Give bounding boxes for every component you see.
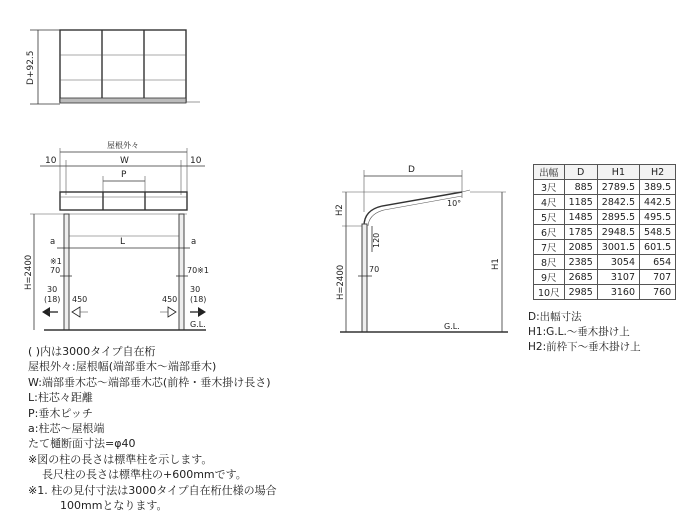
table-cell: 8尺 bbox=[534, 255, 565, 270]
h2-label: H2 bbox=[335, 204, 345, 216]
header-cell: 出幅 bbox=[534, 165, 565, 180]
table-cell: 1185 bbox=[564, 195, 597, 210]
note-line: P:垂木ピッチ bbox=[28, 406, 93, 420]
table-cell: 2948.5 bbox=[597, 225, 639, 240]
side-h-label: H=2400 bbox=[336, 264, 346, 300]
table-cell: 6尺 bbox=[534, 225, 565, 240]
spec-table-header bbox=[534, 165, 676, 180]
table-cell: 3001.5 bbox=[597, 240, 639, 255]
note-line: たて樋断面寸法=φ40 bbox=[28, 437, 136, 451]
table-row bbox=[534, 285, 676, 300]
table-cell: 3107 bbox=[597, 270, 639, 285]
note-line: ※図の柱の長さは標準柱を示します。 bbox=[28, 452, 213, 466]
eighteen-left: (18) bbox=[44, 295, 61, 304]
thirty-right: 30 bbox=[190, 285, 201, 294]
front-h-label: H=2400 bbox=[24, 254, 34, 290]
eighteen-right: (18) bbox=[190, 295, 207, 304]
w-label: W bbox=[120, 156, 129, 166]
table-cell: 3054 bbox=[597, 255, 639, 270]
table-cell: 495.5 bbox=[640, 210, 676, 225]
legend-item: H2:前枠下～垂木掛け上 bbox=[528, 341, 641, 353]
table-row bbox=[534, 225, 676, 240]
table-cell: 654 bbox=[640, 255, 676, 270]
ten-left-label: 10 bbox=[45, 156, 57, 166]
note1-left: ※1 bbox=[50, 257, 62, 266]
table-cell: 442.5 bbox=[640, 195, 676, 210]
note-line: W:端部垂木芯～端部垂木芯(前枠・垂木掛け長さ) bbox=[28, 375, 271, 389]
table-cell: 4尺 bbox=[534, 195, 565, 210]
angle-label: 10° bbox=[447, 199, 462, 208]
table-cell: 7尺 bbox=[534, 240, 565, 255]
table-cell: 2842.5 bbox=[597, 195, 639, 210]
table-cell: 9尺 bbox=[534, 270, 565, 285]
table-cell: 3尺 bbox=[534, 180, 565, 195]
roof-outer-label: 屋根外々 bbox=[107, 141, 139, 150]
table-cell: 707 bbox=[640, 270, 676, 285]
header-cell: D bbox=[564, 165, 597, 180]
table-cell: 2789.5 bbox=[597, 180, 639, 195]
l-label: L bbox=[120, 237, 126, 247]
table-cell: 1485 bbox=[564, 210, 597, 225]
table-row bbox=[534, 210, 676, 225]
table-cell: 10尺 bbox=[534, 285, 565, 300]
p-label: P bbox=[121, 170, 127, 180]
spec-table bbox=[533, 164, 676, 300]
side-gl-label: G.L. bbox=[444, 322, 460, 331]
table-cell: 760 bbox=[640, 285, 676, 300]
header-cell: H2 bbox=[640, 165, 676, 180]
note-line: 長尺柱の長さは標準柱の+600mmです。 bbox=[42, 468, 247, 482]
fourfifty-left: 450 bbox=[72, 295, 88, 304]
thirty-left: 30 bbox=[47, 285, 58, 294]
a-right-label: a bbox=[191, 237, 197, 247]
one-twenty-label: 120 bbox=[372, 232, 381, 248]
table-cell: 2685 bbox=[564, 270, 597, 285]
fourfifty-right: 450 bbox=[162, 295, 178, 304]
table-row bbox=[534, 195, 676, 210]
table-row bbox=[534, 240, 676, 255]
note-line: a:柱芯～屋根端 bbox=[28, 422, 105, 436]
table-row bbox=[534, 255, 676, 270]
side-seventy-label: 70 bbox=[369, 265, 380, 274]
seventy-right: 70※1 bbox=[187, 266, 209, 275]
legend-item: H1:G.L.～垂木掛け上 bbox=[528, 326, 630, 338]
table-cell: 2895.5 bbox=[597, 210, 639, 225]
table-row bbox=[534, 180, 676, 195]
note-line: ※1. 柱の見付寸法は3000タイプ自在桁仕様の場合 bbox=[28, 483, 277, 497]
table-cell: 601.5 bbox=[640, 240, 676, 255]
seventy-left: 70 bbox=[50, 266, 61, 275]
note-line: 100mmとなります。 bbox=[60, 499, 168, 513]
table-cell: 885 bbox=[564, 180, 597, 195]
front-gl-label: G.L. bbox=[190, 320, 206, 329]
note-line: L:柱芯々距離 bbox=[28, 391, 93, 405]
header-cell: H1 bbox=[597, 165, 639, 180]
table-cell: 2985 bbox=[564, 285, 597, 300]
a-left-label: a bbox=[50, 237, 56, 247]
note-line: ( )内は3000タイプ自在桁 bbox=[28, 345, 156, 358]
note-line: 屋根外々:屋根幅(端部垂木～端部垂木) bbox=[28, 360, 217, 374]
legend-item: D:出幅寸法 bbox=[528, 311, 582, 323]
side-d-label: D bbox=[408, 165, 415, 175]
table-cell: 2385 bbox=[564, 255, 597, 270]
notes-block bbox=[28, 344, 277, 513]
table-row bbox=[534, 270, 676, 285]
table-cell: 3160 bbox=[597, 285, 639, 300]
table-cell: 2085 bbox=[564, 240, 597, 255]
table-cell: 389.5 bbox=[640, 180, 676, 195]
dimension-legend bbox=[528, 310, 641, 355]
table-cell: 1785 bbox=[564, 225, 597, 240]
ten-right-label: 10 bbox=[190, 156, 202, 166]
h1-label: H1 bbox=[491, 258, 501, 270]
top-dim-label: D+92.5 bbox=[26, 50, 36, 85]
table-cell: 5尺 bbox=[534, 210, 565, 225]
table-cell: 548.5 bbox=[640, 225, 676, 240]
